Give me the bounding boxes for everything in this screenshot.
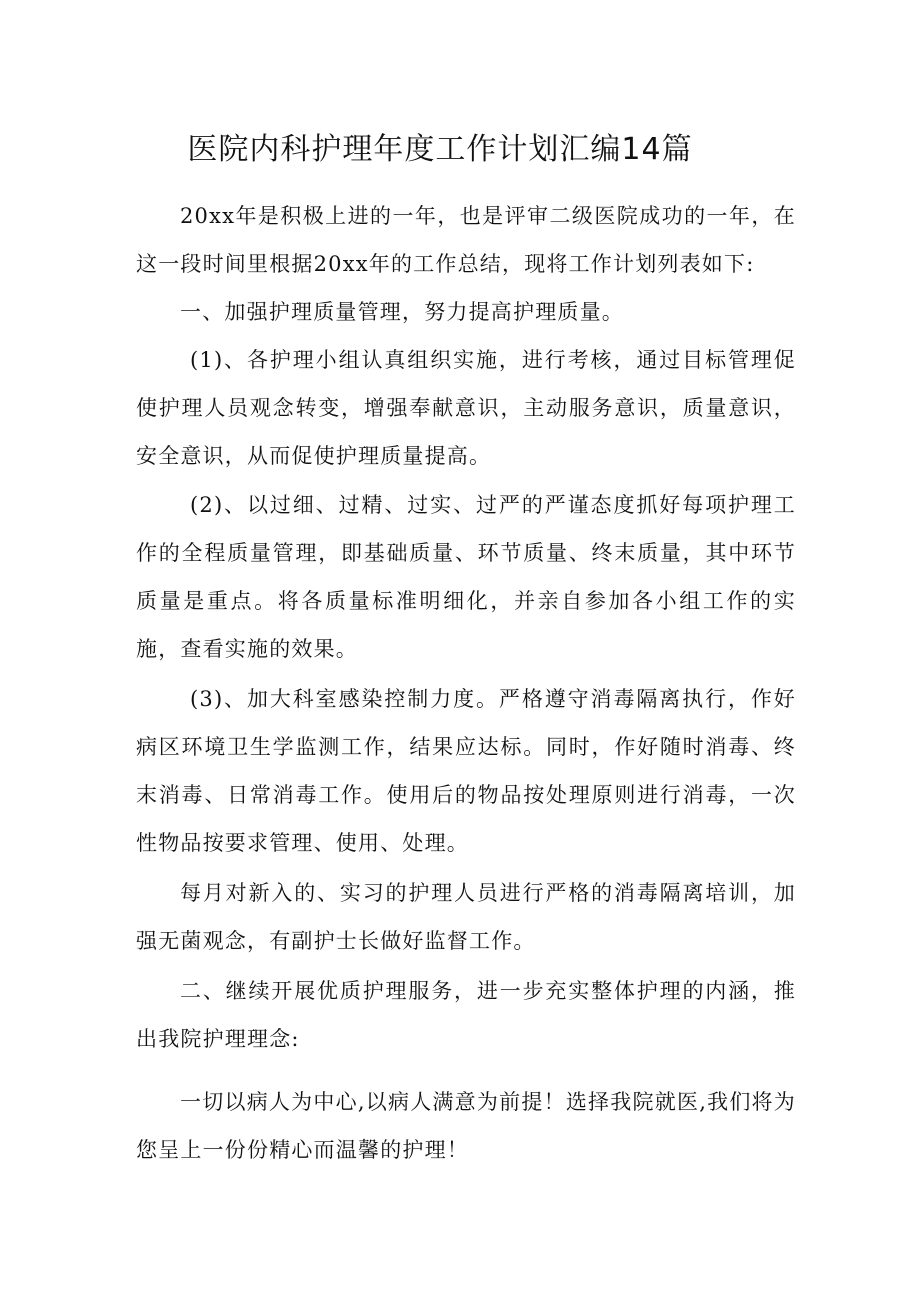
paragraph-item-3: (3)、加大科室感染控制力度。严格遵守消毒隔离执行，作好病区环境卫生学监测工作，结果应达标。同时，作好随时消毒、终末消毒、日常消毒工作。使用后的物品按处理原则进行消毒，一次性物品按要求管理、使用、处理。 <box>136 687 796 855</box>
paragraph-section-2-heading: 二、继续开展优质护理服务，进一步充实整体护理的内涵，推出我院护理理念: <box>136 979 796 1051</box>
paragraph-nursing-philosophy: 一切以病人为中心,以病人满意为前提！选择我院就医,我们将为您呈上一份份精心而温馨的护理！ <box>136 1090 796 1162</box>
paragraph-intro: 20xx年是积极上进的一年，也是评审二级医院成功的一年，在这一段时间里根据20xx年的工作总结，现将工作计划列表如下: <box>136 204 796 276</box>
document-title: 医院内科护理年度工作计划汇编14篇 <box>187 132 693 167</box>
paragraph-item-1: (1)、各护理小组认真组织实施，进行考核，通过目标管理促使护理人员观念转变，增强奉献意识，主动服务意识，质量意识，安全意识，从而促使护理质量提高。 <box>136 348 796 468</box>
paragraph-section-1-heading: 一、加强护理质量管理，努力提高护理质量。 <box>180 300 624 324</box>
paragraph-item-2: (2)、以过细、过精、过实、过严的严谨态度抓好每项护理工作的全程质量管理，即基础质量、环节质量、终末质量，其中环节质量是重点。将各质量标准明细化，并亲自参加各小组工作的实施，查看实施的效果。 <box>136 493 796 661</box>
paragraph-training: 每月对新入的、实习的护理人员进行严格的消毒隔离培训，加强无菌观念，有副护士长做好监督工作。 <box>136 881 796 953</box>
